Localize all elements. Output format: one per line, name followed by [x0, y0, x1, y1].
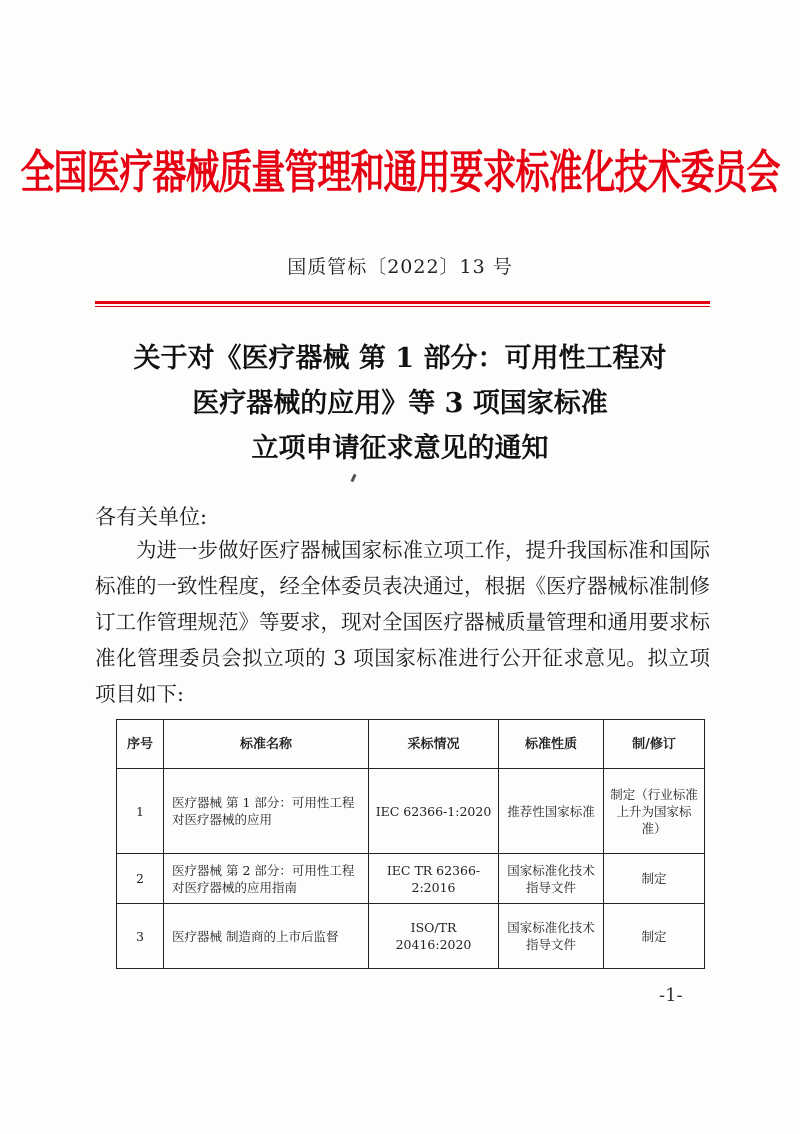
cell-adoption: ISO/TR 20416:2020 [369, 904, 499, 969]
cell-name: 医疗器械 第 2 部分：可用性工程对医疗器械的应用指南 [164, 854, 369, 904]
cell-adoption: IEC 62366-1:2020 [369, 769, 499, 854]
header-nature: 标准性质 [499, 720, 604, 769]
cell-revision: 制定（行业标准上升为国家标准） [604, 769, 705, 854]
cell-revision: 制定 [604, 854, 705, 904]
cell-adoption: IEC TR 62366-2:2016 [369, 854, 499, 904]
table-row [117, 854, 705, 904]
header-adoption: 采标情况 [369, 720, 499, 769]
notice-title [0, 336, 800, 471]
table-row [117, 904, 705, 969]
title-line-3: 立项申请征求意见的通知 [251, 433, 549, 464]
header-name: 标准名称 [164, 720, 369, 769]
cell-revision: 制定 [604, 904, 705, 969]
cell-no: 1 [117, 769, 164, 854]
table-row [117, 769, 705, 854]
salutation: 各有关单位: [95, 505, 208, 529]
letterhead-title: 全国医疗器械质量管理和通用要求标准化技术委员会 [20, 146, 780, 200]
cell-no: 2 [117, 854, 164, 904]
cell-name: 医疗器械 第 1 部分：可用性工程对医疗器械的应用 [164, 769, 369, 854]
red-divider-thin [95, 306, 710, 307]
cell-nature: 国家标准化技术指导文件 [499, 854, 604, 904]
title-line-2: 医疗器械的应用》等 3 项国家标准 [192, 388, 608, 419]
cell-name: 医疗器械 制造商的上市后监督 [164, 904, 369, 969]
cell-nature: 国家标准化技术指导文件 [499, 904, 604, 969]
scan-speck [350, 474, 356, 483]
cell-no: 3 [117, 904, 164, 969]
body-paragraph: 为进一步做好医疗器械国家标准立项工作，提升我国标准和国际标准的一致性程度，经全体委员表决通过，根据《医疗器械标准制修订工作管理规范》等要求，现对全国医疗器械质量管理和通用要求标准化管理委员会拟立项的 3 项国家标准进行公开征求意见。拟立项项目如下: [95, 538, 710, 706]
table-header-row [117, 720, 705, 769]
header-no: 序号 [117, 720, 164, 769]
standards-table [116, 719, 705, 969]
cell-nature: 推荐性国家标准 [499, 769, 604, 854]
red-divider-thick [95, 301, 710, 304]
document-number: 国质管标〔2022〕13 号 [287, 256, 513, 278]
header-revision: 制/修订 [604, 720, 705, 769]
title-line-1: 关于对《医疗器械 第 1 部分：可用性工程对 [133, 343, 667, 374]
page-number: -1- [659, 985, 683, 1006]
